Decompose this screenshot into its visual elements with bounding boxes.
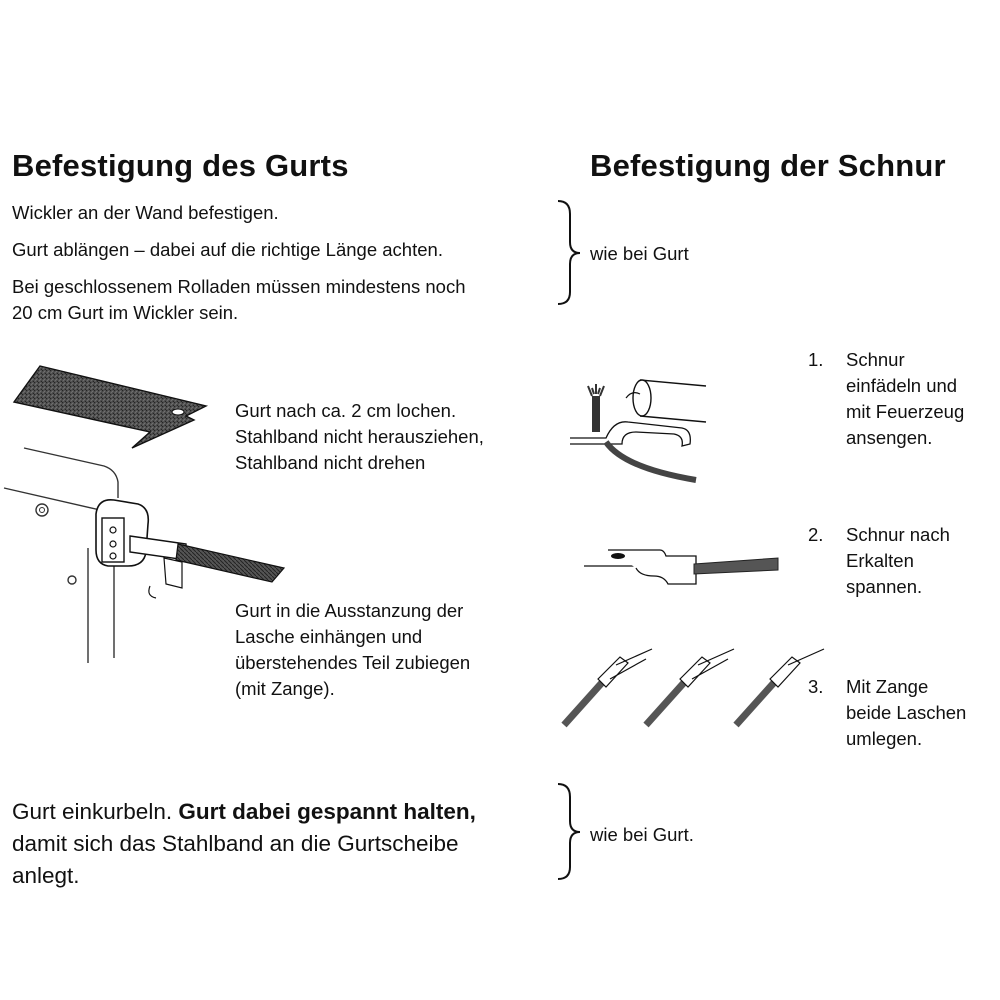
right-step1-line-2: einfädeln und (846, 375, 958, 396)
step1-line-3: Stahlband nicht drehen (235, 452, 426, 473)
intro-line-1: Wickler an der Wand befestigen. (12, 202, 279, 223)
cord-thread-illustration (570, 372, 710, 492)
right-step2 (808, 522, 950, 600)
right-step1 (808, 347, 964, 451)
step2-line-3: überstehendes Teil zubiegen (235, 652, 471, 673)
final-text-regular: Gurt einkurbeln. (12, 799, 179, 824)
intro-text (12, 200, 466, 326)
right-step2-line-2: Erkalten (846, 550, 914, 571)
right-step1-line-3: mit Feuerzeug (846, 401, 965, 422)
final-line-2: damit sich das Stahlband an die Gurtscheibe (12, 831, 459, 856)
right-step2-number: 2. (808, 524, 824, 545)
step2-line-4: (mit Zange). (235, 678, 335, 699)
belt-punch-illustration (10, 362, 220, 452)
bottom-curly-brace (552, 781, 592, 885)
right-step3 (808, 674, 966, 752)
right-step3-number: 3. (808, 676, 824, 697)
right-step1-line-1: Schnur (846, 349, 905, 370)
same-as-belt-top: wie bei Gurt (590, 243, 689, 264)
right-section-title: Befestigung der Schnur (590, 148, 946, 183)
final-text-bold: Gurt dabei gespannt halten, (178, 799, 476, 824)
same-as-belt-bottom: wie bei Gurt. (590, 824, 694, 845)
step1-line-1: Gurt nach ca. 2 cm lochen. (235, 400, 457, 421)
intro-line-2: Gurt ablängen – dabei auf die richtige Länge achten. (12, 239, 443, 260)
step2-line-2: Lasche einhängen und (235, 626, 423, 647)
clamp-fold-illustration (560, 645, 830, 735)
right-step3-line-2: beide Laschen (846, 702, 967, 723)
step2-line-1: Gurt in die Ausstanzung der (235, 600, 464, 621)
right-step2-line-3: spannen. (846, 576, 923, 597)
final-instruction (12, 796, 476, 892)
intro-line-4: 20 cm Gurt im Wickler sein. (12, 302, 239, 323)
final-line-3: anlegt. (12, 863, 80, 888)
right-step1-number: 1. (808, 349, 824, 370)
right-step3-line-3: umlegen. (846, 728, 923, 749)
cord-tension-illustration (584, 538, 784, 588)
top-curly-brace (552, 198, 592, 308)
step2-text (235, 598, 470, 702)
right-step2-line-1: Schnur nach (846, 524, 950, 545)
right-step3-line-1: Mit Zange (846, 676, 929, 697)
step1-line-2: Stahlband nicht herausziehen, (235, 426, 484, 447)
left-section-title: Befestigung des Gurts (12, 148, 349, 183)
right-step1-line-4: ansengen. (846, 427, 933, 448)
intro-line-3: Bei geschlossenem Rolladen müssen mindestens noch (12, 276, 466, 297)
